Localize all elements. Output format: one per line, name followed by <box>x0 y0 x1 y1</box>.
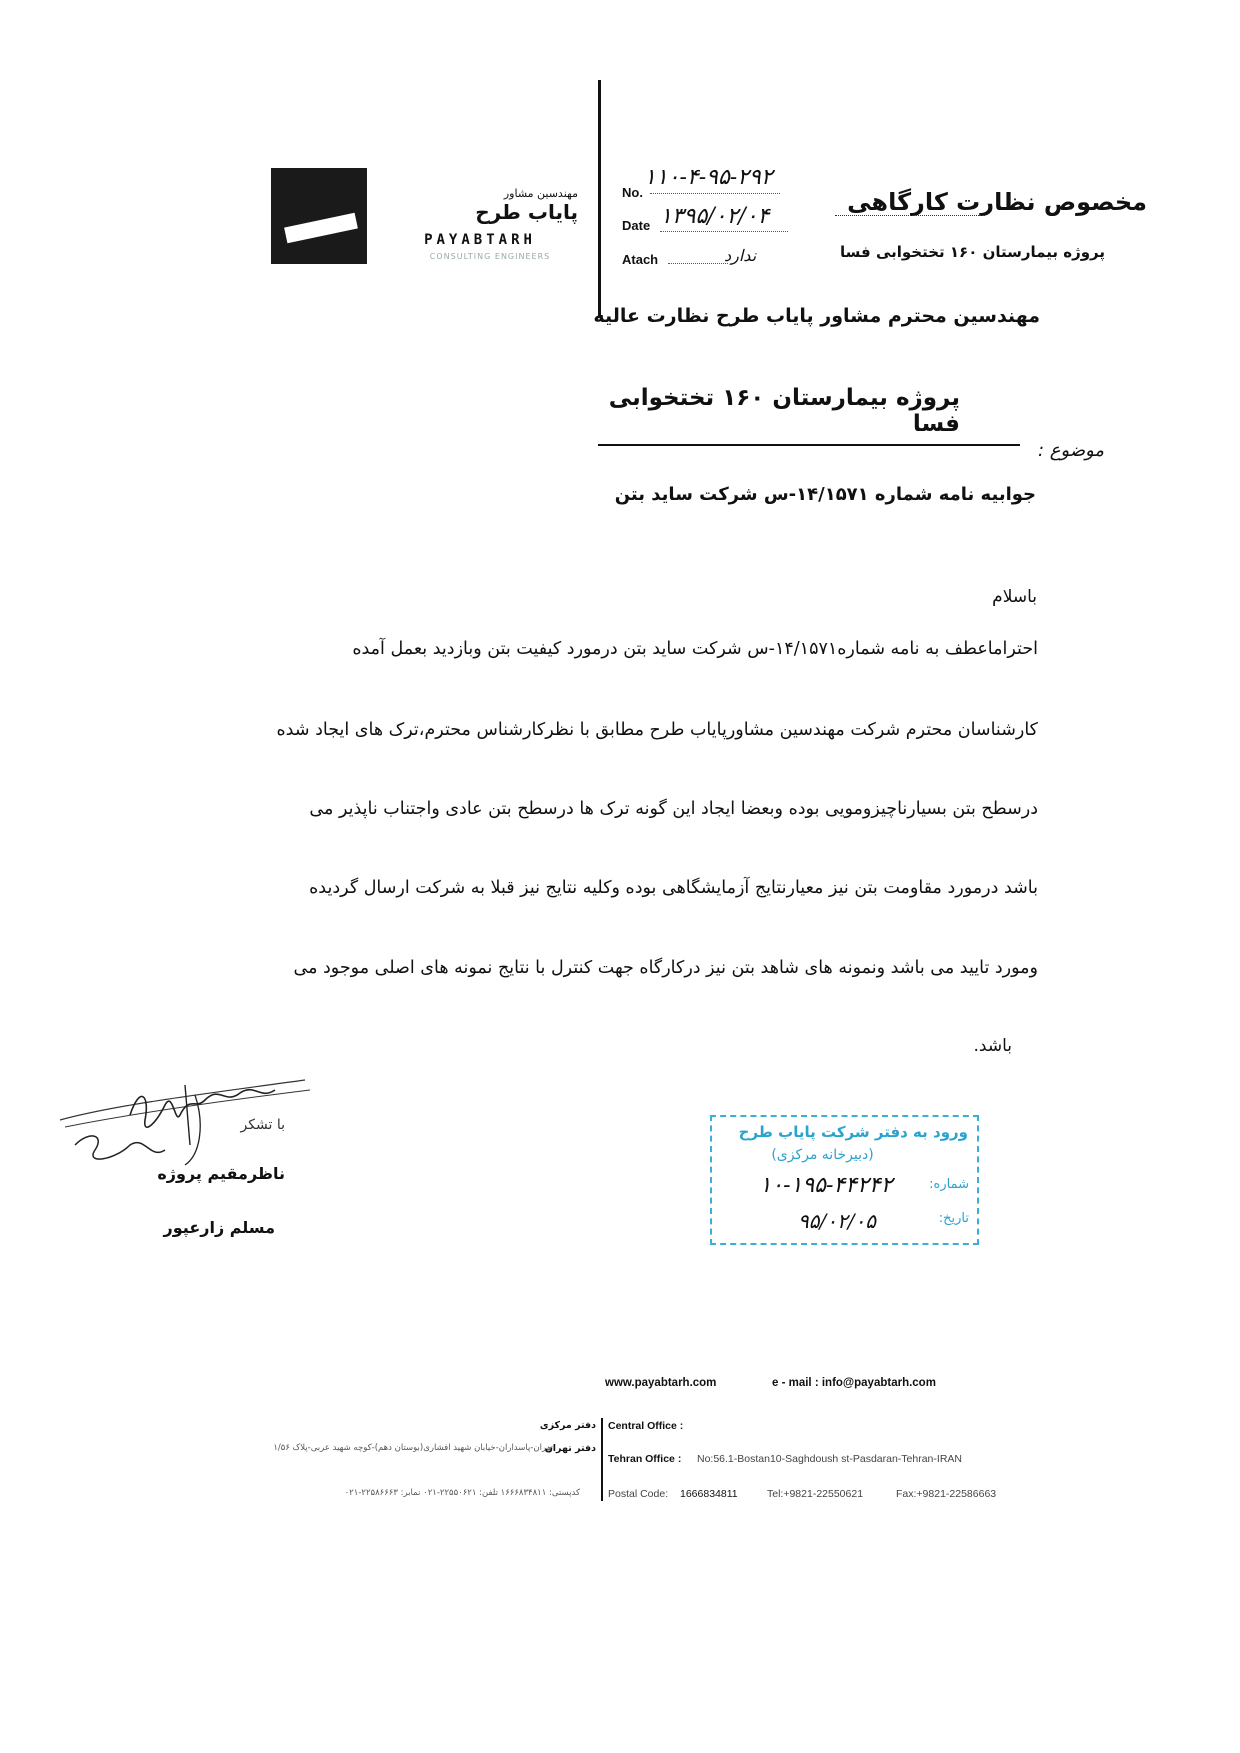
logo-company-name-en: PAYABTARH <box>424 232 536 248</box>
footer-tehran-office-en: Tehran Office : <box>608 1453 682 1465</box>
footer-tehran-address-fa: تهران-پاسداران-خیابان شهید افشاری(بوستان دهم)-کوچه شهید عربی-پلاک ۱/۵۶ <box>273 1443 553 1453</box>
body-line: باشد درمورد مقاومت بتن نیز معیارنتایج آزمایشگاهی بوده وکلیه نتایج نیز قبلا به شرکت ارسال گردیده <box>309 878 1038 898</box>
footer-email[interactable]: e - mail : info@payabtarh.com <box>772 1377 936 1389</box>
footer-postal-code: 1666834811 <box>680 1488 738 1500</box>
body-line: کارشناسان محترم شرکت مهندسین مشاورپایاب طرح مطابق با نظرکارشناس محترم،ترک های ایجاد شده <box>276 720 1038 740</box>
signatory-name: مسلم زارعپور <box>163 1218 275 1237</box>
stamp-subtitle: (دبیرخانه مرکزی) <box>771 1147 874 1163</box>
letter-attach-value: ندارد <box>724 246 757 265</box>
letter-number-value: ۱۱۰-۴-۹۵-۲۹۲ <box>644 165 773 190</box>
addressee: مهندسین محترم مشاور پایاب طرح نظارت عالیه <box>593 305 1040 327</box>
body-line: احتراماعطف به نامه شماره۱۴/۱۵۷۱-س شرکت ساید بتن درمورد کیفیت بتن وبازدید بعمل آمده <box>352 639 1038 659</box>
footer-tel: Tel:+9821-22550621 <box>767 1488 864 1500</box>
footer-tehran-address-en: No:56.1-Bostan10-Saghdoush st-Pasdaran-Tehran-IRAN <box>697 1453 962 1465</box>
letter-date-dots <box>660 231 788 232</box>
stamp-date-label: تاریخ: <box>938 1211 969 1226</box>
letter-attach-dots <box>668 263 728 264</box>
body-line: درسطح بتن بسیارناچیزومویی بوده وبعضا ایجاد این گونه ترک ها درسطح بتن عادی واجتناب ناپذیر می <box>309 799 1038 819</box>
letter-number-dots <box>650 193 780 194</box>
letter-number-label: No. <box>622 185 643 200</box>
corner-project: پروژه بیمارستان ۱۶۰ تختخوابی فسا <box>840 243 1105 261</box>
signature-greeting: با تشکر <box>240 1117 285 1133</box>
corner-title: مخصوص نظارت کارگاهی <box>847 188 1147 216</box>
logo-small-text: مهندسین مشاور <box>503 187 578 200</box>
footer-postal-fa: کدپستی: ۱۶۶۶۸۳۴۸۱۱ تلفن: ۲۲۵۵۰۶۲۱-۰۲۱ نمابر: ۲۲۵۸۶۶۶۳-۰۲۱ <box>344 1488 580 1498</box>
letter-date-value: ۱۳۹۵/۰۲/۰۴ <box>660 204 770 229</box>
footer-central-office-fa: دفتر مرکزی <box>539 1420 596 1431</box>
stamp-number-value: ۱۰-۱۹۵-۴۴۲۴۲ <box>759 1173 893 1198</box>
footer-divider <box>601 1418 603 1501</box>
corner-title-underline <box>835 215 985 216</box>
greeting: باسلام <box>992 587 1037 607</box>
subject-label: موضوع : <box>1038 440 1105 461</box>
footer-fax: Fax:+9821-22586663 <box>896 1488 997 1500</box>
closing: باشد. <box>973 1036 1012 1056</box>
project-title: پروژه بیمارستان ۱۶۰ تختخوابی فسا <box>608 385 960 437</box>
logo-subtitle: CONSULTING ENGINEERS <box>429 252 551 261</box>
subject-rule <box>598 444 1020 446</box>
logo-company-name-fa: پایاب طرح <box>475 200 578 224</box>
stamp-date-value: ۹۵/۰۲/۰۵ <box>798 1209 876 1233</box>
subject: جوابیه نامه شماره ۱۴/۱۵۷۱-س شرکت ساید بتن <box>614 484 1036 505</box>
letter-attach-label: Atach <box>622 252 659 267</box>
footer-postal-label: Postal Code: <box>608 1488 669 1500</box>
signatory-role: ناظرمقیم پروژه <box>157 1164 285 1183</box>
footer-website[interactable]: www.payabtarh.com <box>605 1377 717 1389</box>
stamp-title: ورود به دفتر شرکت پایاب طرح <box>738 1123 968 1141</box>
letter-date-label: Date <box>622 218 651 233</box>
company-logo <box>271 168 367 264</box>
body-line: ومورد تایید می باشد ونمونه های شاهد بتن نیز درکارگاه جهت کنترل با نتایج نمونه های اصلی موجود می <box>293 958 1038 978</box>
receipt-stamp <box>710 1115 979 1245</box>
footer-central-office-en: Central Office : <box>608 1420 684 1432</box>
header-divider <box>598 80 601 318</box>
footer-tehran-office-fa: دفتر تهران <box>544 1443 596 1454</box>
stamp-number-label: شماره: <box>929 1177 969 1192</box>
logo-mark-icon <box>284 213 358 244</box>
